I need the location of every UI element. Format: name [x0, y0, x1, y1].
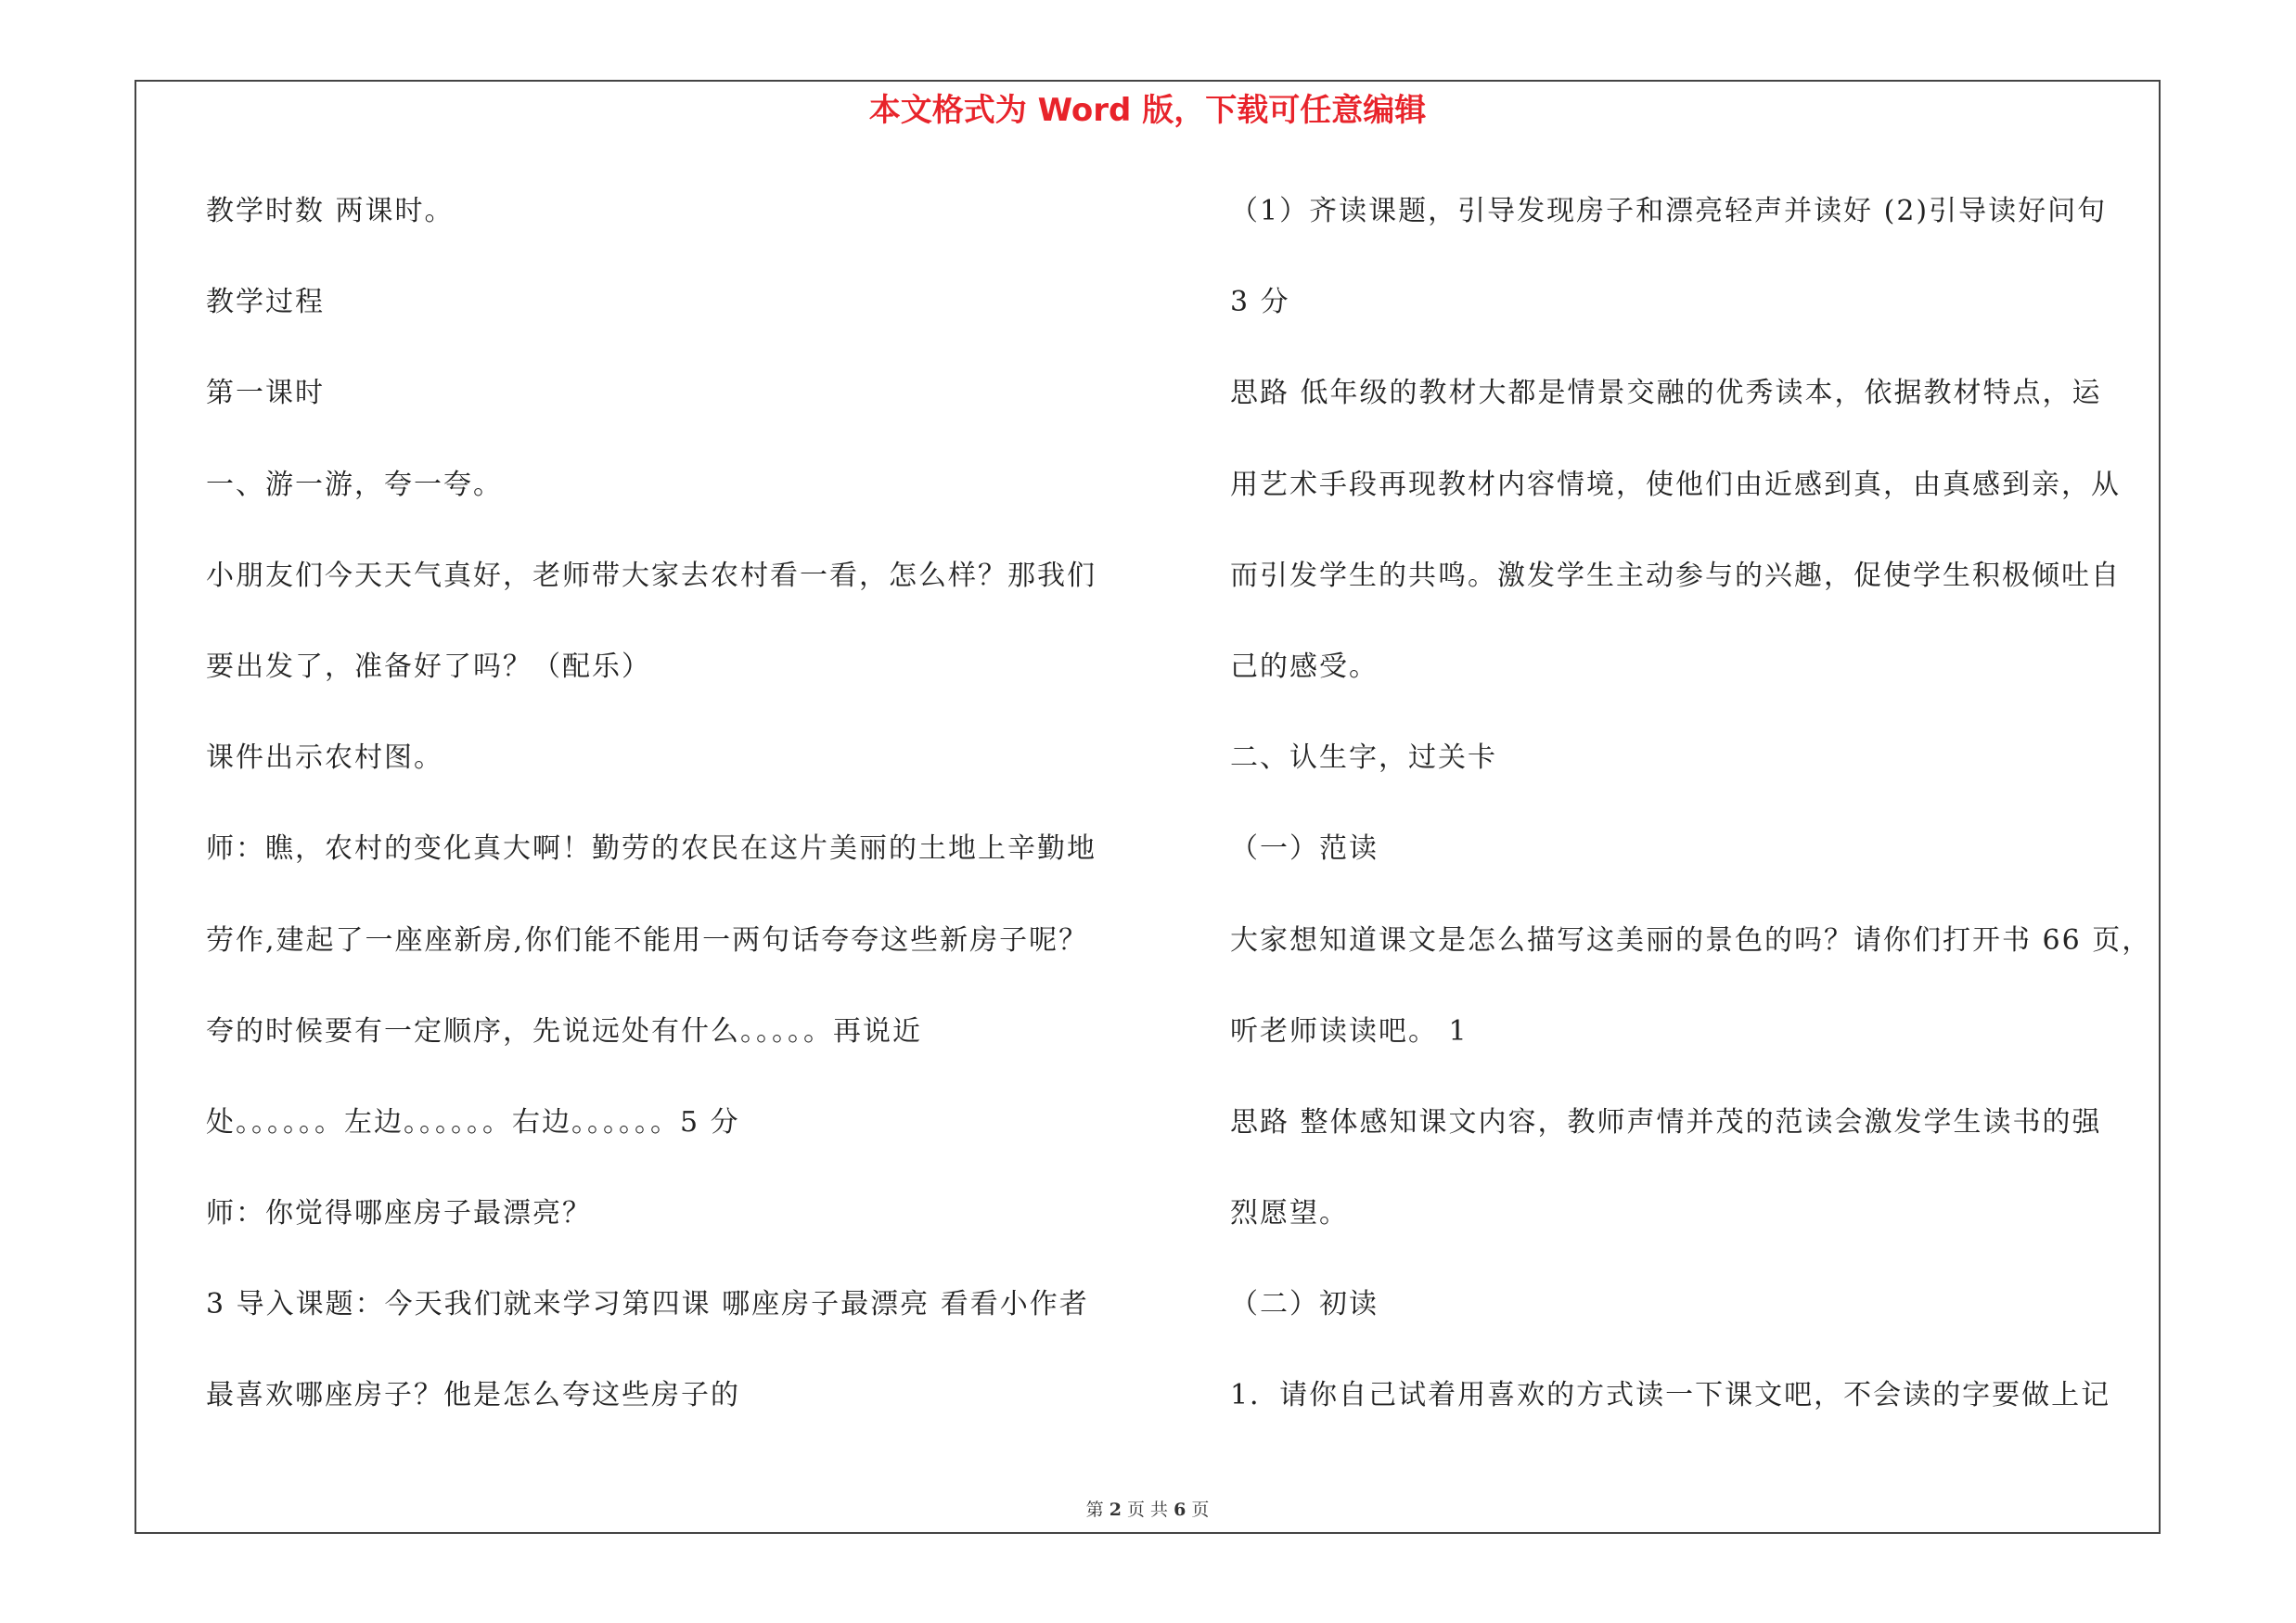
text-line: 师：你觉得哪座房子最漂亮？	[206, 1197, 592, 1230]
footer-suffix: 页	[1191, 1500, 1210, 1520]
text-line: 3 分	[1230, 286, 1290, 319]
text-line: （二）初读	[1230, 1288, 1379, 1321]
text-line: （一）范读	[1230, 832, 1379, 866]
footer-middle: 页 共	[1126, 1500, 1169, 1520]
text-line: 处。。。。。。左边。。。。。。右边。。。。。。5 分	[206, 1105, 740, 1139]
right-column	[1230, 184, 2167, 1460]
text-line: 思路 整体感知课文内容，教师声情并茂的范读会激发学生读书的强	[1230, 1105, 2102, 1139]
text-line: 己的感受。	[1230, 650, 1379, 683]
text-line: 劳作,建起了一座座新房,你们能不能用一两句话夸夸这些新房子呢？	[206, 923, 1089, 957]
left-column	[206, 184, 1143, 1460]
footer-prefix: 第	[1085, 1500, 1104, 1520]
text-line: 夸的时候要有一定顺序，先说远处有什么。。。。。再说近	[206, 1014, 922, 1048]
text-line: 教学过程	[206, 286, 325, 319]
text-line: 小朋友们今天天气真好，老师带大家去农村看一看，怎么样？那我们	[206, 559, 1097, 592]
text-line: 思路 低年级的教材大都是情景交融的优秀读本，依据教材特点，运	[1230, 377, 2102, 410]
text-line: 师：瞧，农村的变化真大啊！勤劳的农民在这片美丽的土地上辛勤地	[206, 832, 1097, 866]
text-line: 而引发学生的共鸣。激发学生主动参与的兴趣，促使学生积极倾吐自	[1230, 559, 2121, 592]
text-line: 二、认生字，过关卡	[1230, 741, 1497, 775]
header-banner: 本文格式为 Word 版，下载可任意编辑	[868, 92, 1427, 129]
text-line: 大家想知道课文是怎么描写这美丽的景色的吗？请你们打开书 66 页，	[1230, 923, 2152, 957]
text-line: 最喜欢哪座房子？他是怎么夸这些房子的	[206, 1379, 740, 1412]
text-line: 第一课时	[206, 377, 325, 410]
text-line: 要出发了，准备好了吗？（配乐）	[206, 650, 651, 683]
text-line: 3 导入课题：今天我们就来学习第四课 哪座房子最漂亮 看看小作者	[206, 1288, 1089, 1321]
total-page-number: 6	[1174, 1500, 1186, 1520]
text-line: 1．请你自己试着用喜欢的方式读一下课文吧，不会读的字要做上记	[1230, 1379, 2111, 1412]
text-line: 烈愿望。	[1230, 1197, 1349, 1230]
current-page-number: 2	[1109, 1500, 1122, 1520]
text-line: 教学时数 两课时。	[206, 195, 455, 227]
text-line: 用艺术手段再现教材内容情境，使他们由近感到真，由真感到亲，从	[1230, 468, 2121, 501]
page-footer	[135, 1496, 2161, 1521]
text-line: 课件出示农村图。	[206, 741, 443, 775]
text-line: 听老师读读吧。 1	[1230, 1014, 1469, 1048]
text-line: （1）齐读课题，引导发现房子和漂亮轻声并读好 (2)引导读好问句	[1230, 195, 2108, 227]
text-line: 一、游一游，夸一夸。	[206, 468, 503, 501]
